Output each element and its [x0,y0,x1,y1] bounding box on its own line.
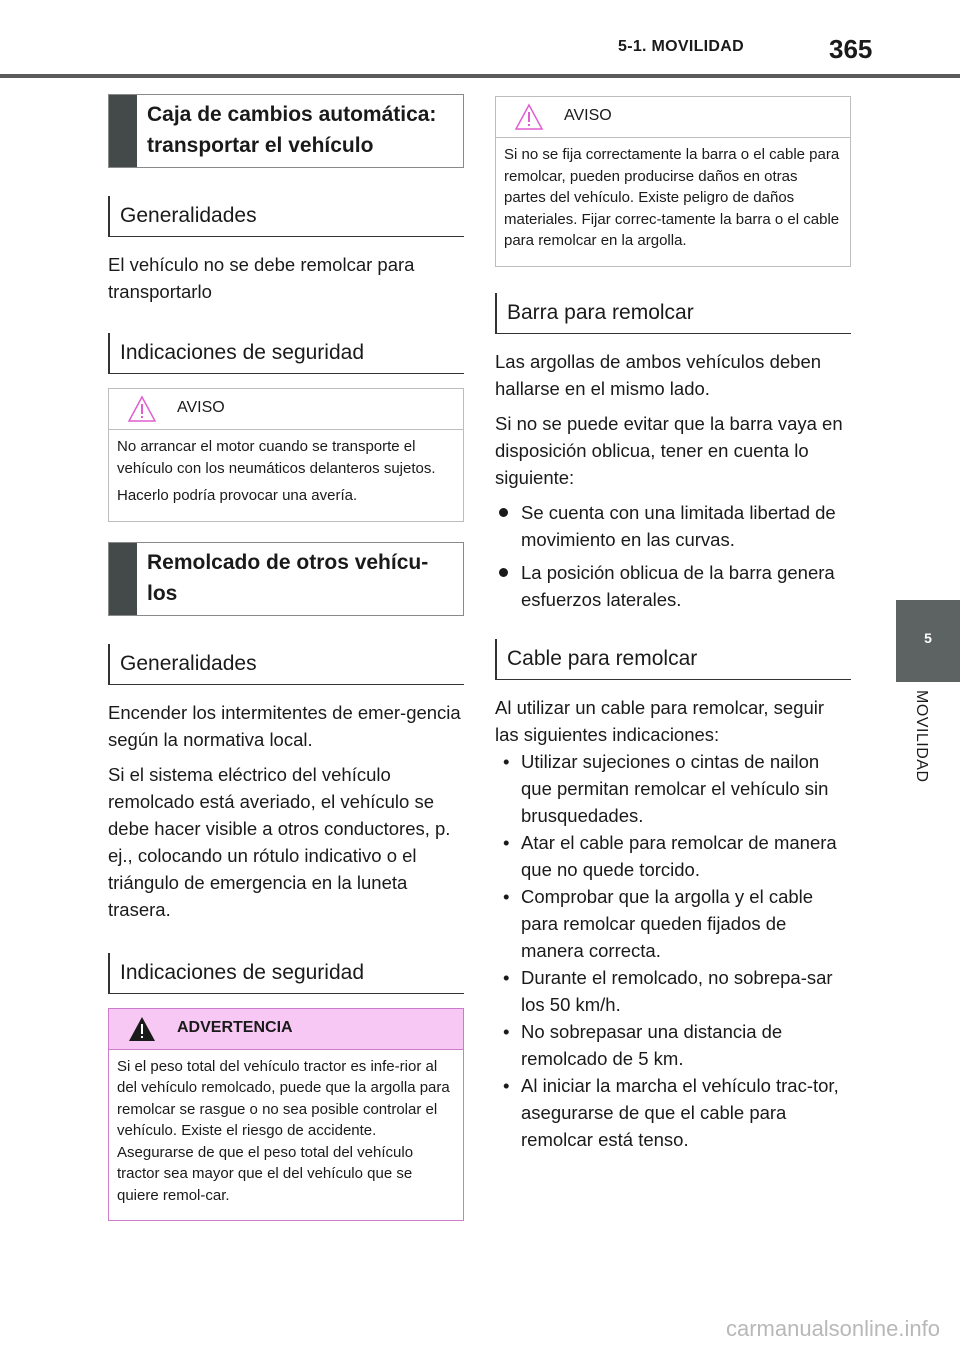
section-heading-transport [108,94,464,168]
subheading-cable: Cable para remolcar [495,639,851,680]
list-item: • Utilizar sujeciones o cintas de nailon que permitan remolcar el vehículo sin brusquedades. [495,748,851,829]
notice-aviso [108,388,464,522]
bullet-list [495,499,851,613]
subheading-generalidades: Generalidades [108,196,464,237]
header-divider [0,74,960,78]
list-item: • Comprobar que la argolla y el cable para remolcar queden fijados de manera correcta. [495,883,851,964]
notice-advertencia [108,1008,464,1222]
notice-text: Si el peso total del vehículo tractor es infe-rior al del vehículo remolcado, puede que la argolla para remolcar se rasgue o no sea posible controlar el vehículo. Existe el riesgo de accidente. Asegurarse de que el peso total del vehículo tractor sea mayor que el del vehículo que se quiere remol-car. [117,1057,450,1204]
paragraph: Si no se puede evitar que la barra vaya en disposición oblicua, tener en cuenta lo siguiente: [495,412,843,488]
subheading-seguridad: Indicaciones de seguridad [108,333,464,374]
right-column [495,94,851,1153]
heading-bar [109,543,137,615]
paragraph: Si el sistema eléctrico del vehículo remolcado está averiado, el vehículo se debe hacer visible a otros conductores, p. ej., colocando un rótulo indicativo o el triángulo de emergencia en la luneta trasera. [108,763,451,920]
section-title: 5-1. MOVILIDAD [618,38,744,55]
paragraph: Las argollas de ambos vehículos deben hallarse en el mismo lado. [495,350,822,399]
heading-text: Remolcado de otros vehícu-los [147,550,429,605]
list-item: • Al iniciar la marcha el vehículo trac-tor, asegurarse de que el cable para remolcar está tenso. [495,1072,851,1153]
subheading-seguridad: Indicaciones de seguridad [108,953,464,994]
caution-triangle-icon [127,395,157,423]
notice-text: No arrancar el motor cuando se transporte el vehículo con los neumáticos delanteros sujetos. [117,438,436,477]
notice-header [109,1009,463,1050]
dash-list [495,748,851,1153]
caution-triangle-icon [514,103,544,131]
heading-bar [109,95,137,167]
notice-body [109,1050,463,1221]
page-number: 365 [829,34,873,64]
watermark: carmanualsonline.info [725,1316,940,1341]
subheading-generalidades: Generalidades [108,644,464,685]
notice-header [109,389,463,430]
list-item: • No sobrepasar una distancia de remolcado de 5 km. [495,1018,851,1072]
section-heading-remolcado [108,542,464,616]
list-item: • Atar el cable para remolcar de manera que no quede torcido. [495,829,851,883]
notice-title: AVISO [564,107,612,124]
chapter-label: MOVILIDAD [913,690,930,783]
notice-title: ADVERTENCIA [177,1018,293,1036]
notice-body [109,430,463,521]
left-column [108,94,464,1241]
notice-body [496,138,850,266]
notice-title: AVISO [177,399,225,416]
heading-text: Caja de cambios automática: transportar el vehículo [147,103,437,157]
paragraph: Al utilizar un cable para remolcar, seguir las siguientes indicaciones: [495,696,825,745]
chapter-tab[interactable] [896,600,960,682]
notice-header [496,97,850,138]
paragraph: Encender los intermitentes de emer-gencia según la normativa local. [108,701,461,750]
paragraph: El vehículo no se debe remolcar para transportarlo [108,254,415,302]
notice-text: Hacerlo podría provocar una avería. [117,487,358,504]
subheading-barra: Barra para remolcar [495,293,851,334]
list-item: La posición oblicua de la barra genera esfuerzos laterales. [495,559,851,613]
list-item: Se cuenta con una limitada libertad de movimiento en las curvas. [495,499,851,553]
warning-triangle-icon [127,1015,157,1043]
list-item: • Durante el remolcado, no sobrepa-sar los 50 km/h. [495,964,851,1018]
notice-aviso [495,96,851,267]
notice-text: Si no se fija correctamente la barra o el cable para remolcar, pueden producirse daños en otras partes del vehículo. Existe peligro de daños materiales. Fijar correc-tamente la barra o el cable para remolcar en la argolla. [504,146,840,249]
chapter-number: 5 [924,630,932,646]
